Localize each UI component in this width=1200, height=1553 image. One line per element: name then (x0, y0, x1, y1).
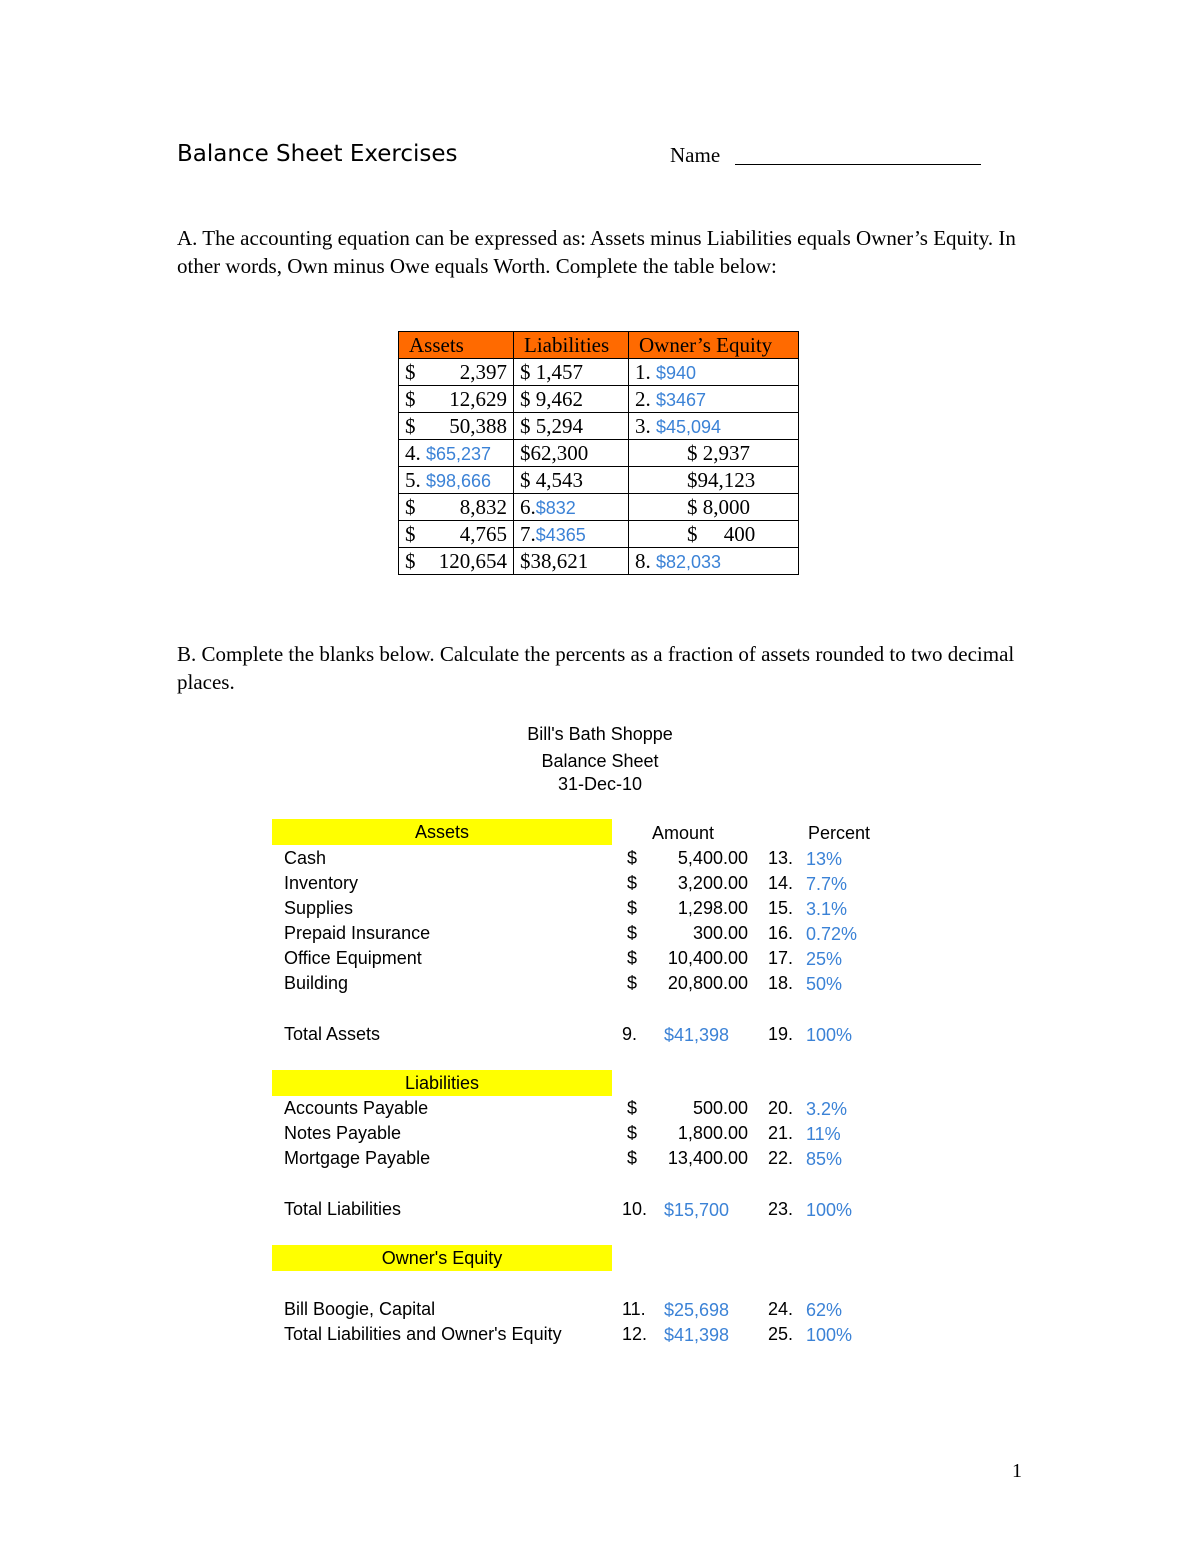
dollar-sign: $ (627, 923, 638, 943)
assets-cell[interactable] (399, 467, 514, 494)
equity-value: $94,123 (687, 467, 756, 492)
capital-percent: 62% (806, 1300, 843, 1320)
asset-line-percent: 3.1% (806, 899, 848, 919)
liabilities-value: $ 9,462 (520, 386, 583, 411)
equity-cell[interactable] (629, 386, 799, 413)
total-liabilities-label: Total Liabilities (284, 1199, 402, 1219)
equation-table-row (399, 386, 799, 413)
liability-line-number: 22. (768, 1148, 794, 1168)
asset-line-amount: 10,400.00 (667, 948, 748, 968)
liability-line-percent: 3.2% (806, 1099, 848, 1119)
asset-line-amount: 5,400.00 (677, 848, 748, 868)
answer-value: $98,666 (426, 470, 492, 491)
total-le-percent: 100% (806, 1325, 853, 1345)
assets-value: 8,832 (459, 494, 507, 519)
equation-table-row (399, 494, 799, 521)
answer-value: $832 (535, 497, 576, 518)
equation-table-header (399, 332, 799, 359)
equation-table-row (399, 359, 799, 386)
total-assets-number: 9. (622, 1024, 638, 1044)
assets-cell (399, 494, 514, 521)
asset-line-label: Cash (284, 848, 327, 868)
assets-value: 120,654 (438, 548, 507, 573)
assets-value: 2,397 (459, 359, 507, 384)
dollar-sign: $ (627, 848, 638, 868)
assets-column-header: Assets (399, 332, 514, 359)
liability-line-number: 21. (768, 1123, 794, 1143)
page-title: Balance Sheet Exercises (177, 141, 458, 167)
dollar-sign: $ (627, 973, 638, 993)
asset-line-percent: 7.7% (806, 874, 848, 894)
liabilities-value: $ 5,294 (520, 413, 583, 438)
equity-cell (629, 521, 799, 548)
page-number: 1 (1012, 1460, 1022, 1482)
liabilities-cell (514, 467, 629, 494)
liability-line-number: 20. (768, 1098, 794, 1118)
item-number: 2. (635, 386, 651, 411)
item-number: 3. (635, 413, 651, 438)
company-name: Bill's Bath Shoppe (527, 724, 673, 744)
asset-line-label: Prepaid Insurance (284, 923, 431, 943)
asset-line-number: 15. (768, 898, 794, 918)
capital-label: Bill Boogie, Capital (284, 1299, 436, 1319)
answer-value: $4365 (535, 524, 586, 545)
equity-value: $ 400 (687, 521, 756, 546)
liabilities-cell (514, 386, 629, 413)
item-number: 1. (635, 359, 651, 384)
liability-line-label: Mortgage Payable (284, 1148, 431, 1168)
total-assets-percent: 100% (806, 1025, 853, 1045)
equity-value: $ 2,937 (687, 440, 750, 465)
currency-symbol: $ (405, 521, 416, 546)
asset-line-label: Inventory (284, 873, 359, 893)
assets-cell (399, 521, 514, 548)
currency-symbol: $ (405, 494, 416, 519)
section-a-instructions: A. The accounting equation can be expressed as: Assets minus Liabilities equals Owner’s Equity. In other words, Own minus Owe equals Worth. Complete the table below: (177, 226, 1016, 278)
total-le-number: 12. (622, 1324, 648, 1344)
liability-line-percent: 11% (806, 1124, 841, 1144)
asset-line-number: 18. (768, 973, 794, 993)
assets-cell (399, 413, 514, 440)
answer-value: $82,033 (656, 551, 722, 572)
total-liabilities-percent: 100% (806, 1200, 853, 1220)
item-number: 8. (635, 548, 651, 573)
assets-value: 4,765 (459, 521, 507, 546)
liabilities-column-header: Liabilities (514, 332, 629, 359)
dollar-sign: $ (627, 948, 638, 968)
dollar-sign: $ (627, 873, 638, 893)
percent-header: Percent (808, 823, 871, 843)
section-b-instructions: B. Complete the blanks below. Calculate the percents as a fraction of assets rounded to two decimal places. (177, 642, 1015, 694)
total-assets-percent-number: 19. (768, 1024, 794, 1044)
asset-line-number: 14. (768, 873, 794, 893)
answer-value: $45,094 (656, 416, 722, 437)
equation-table-row (399, 440, 799, 467)
equity-column-header: Owner’s Equity (629, 332, 799, 359)
liabilities-cell[interactable] (514, 494, 629, 521)
item-number: 5. (405, 467, 421, 492)
liabilities-band: Liabilities (272, 1070, 612, 1096)
equation-table-row (399, 467, 799, 494)
asset-line-amount: 20,800.00 (667, 973, 748, 993)
dollar-sign: $ (627, 1123, 638, 1143)
asset-line-percent: 13% (806, 849, 843, 869)
liabilities-cell (514, 548, 629, 575)
liabilities-value: $ 1,457 (520, 359, 583, 384)
equity-cell[interactable] (629, 359, 799, 386)
liability-line-label: Notes Payable (284, 1123, 402, 1143)
liabilities-value: $38,621 (520, 548, 589, 573)
equation-table-row (399, 521, 799, 548)
currency-symbol: $ (405, 413, 416, 438)
asset-line-percent: 25% (806, 949, 843, 969)
capital-number: 11. (622, 1299, 646, 1319)
amount-header: Amount (652, 823, 715, 843)
liability-line-amount: 1,800.00 (677, 1123, 748, 1143)
equation-table (398, 331, 799, 575)
equity-cell (629, 467, 799, 494)
statement-date: 31-Dec-10 (557, 774, 643, 794)
total-le-answer: $41,398 (664, 1325, 730, 1345)
total-le-label: Total Liabilities and Owner's Equity (284, 1324, 562, 1344)
answer-value: $3467 (656, 389, 707, 410)
statement-title: Balance Sheet (541, 751, 659, 771)
liability-line-amount: 13,400.00 (667, 1148, 748, 1168)
liabilities-cell (514, 440, 629, 467)
currency-symbol: $ (405, 386, 416, 411)
total-le-percent-number: 25. (768, 1324, 794, 1344)
answer-value: $65,237 (426, 443, 492, 464)
asset-line-number: 13. (768, 848, 794, 868)
liabilities-cell (514, 413, 629, 440)
assets-band: Assets (272, 819, 612, 845)
currency-symbol: $ (405, 548, 416, 573)
dollar-sign: $ (627, 898, 638, 918)
asset-line-number: 17. (768, 948, 794, 968)
answer-value: $940 (656, 362, 697, 383)
item-number: 4. (405, 440, 421, 465)
asset-line-label: Building (284, 973, 349, 993)
asset-line-label: Supplies (284, 898, 354, 918)
dollar-sign: $ (627, 1148, 638, 1168)
asset-line-percent: 50% (806, 974, 843, 994)
liabilities-cell (514, 359, 629, 386)
liabilities-cell[interactable] (514, 521, 629, 548)
equity-cell[interactable] (629, 413, 799, 440)
asset-line-amount: 300.00 (692, 923, 748, 943)
assets-cell (399, 386, 514, 413)
item-number: 6. (520, 494, 536, 519)
liabilities-value: $ 4,543 (520, 467, 583, 492)
equity-cell (629, 440, 799, 467)
assets-cell (399, 548, 514, 575)
equation-table-row (399, 413, 799, 440)
capital-answer: $25,698 (664, 1300, 730, 1320)
liability-line-percent: 85% (806, 1149, 843, 1169)
dollar-sign: $ (627, 1098, 638, 1118)
capital-percent-number: 24. (768, 1299, 794, 1319)
total-liabilities-percent-number: 23. (768, 1199, 794, 1219)
asset-line-number: 16. (768, 923, 794, 943)
equity-cell (629, 494, 799, 521)
asset-line-amount: 1,298.00 (677, 898, 748, 918)
asset-line-label: Office Equipment (284, 948, 422, 968)
total-liabilities-number: 10. (622, 1199, 648, 1219)
assets-cell[interactable] (399, 440, 514, 467)
equity-cell[interactable] (629, 548, 799, 575)
liability-line-amount: 500.00 (692, 1098, 748, 1118)
assets-value: 12,629 (449, 386, 507, 411)
assets-value: 50,388 (449, 413, 507, 438)
total-assets-answer: $41,398 (664, 1025, 730, 1045)
total-liabilities-answer: $15,700 (664, 1200, 730, 1220)
equation-table-row (399, 548, 799, 575)
asset-line-amount: 3,200.00 (677, 873, 748, 893)
equity-value: $ 8,000 (687, 494, 750, 519)
asset-line-percent: 0.72% (806, 924, 858, 944)
currency-symbol: $ (405, 359, 416, 384)
name-label: Name (670, 143, 721, 167)
total-assets-label: Total Assets (284, 1024, 381, 1044)
assets-cell (399, 359, 514, 386)
item-number: 7. (520, 521, 536, 546)
name-blank-line[interactable] (735, 164, 981, 165)
equity-band: Owner's Equity (272, 1245, 612, 1271)
liabilities-value: $62,300 (520, 440, 589, 465)
liability-line-label: Accounts Payable (284, 1098, 429, 1118)
